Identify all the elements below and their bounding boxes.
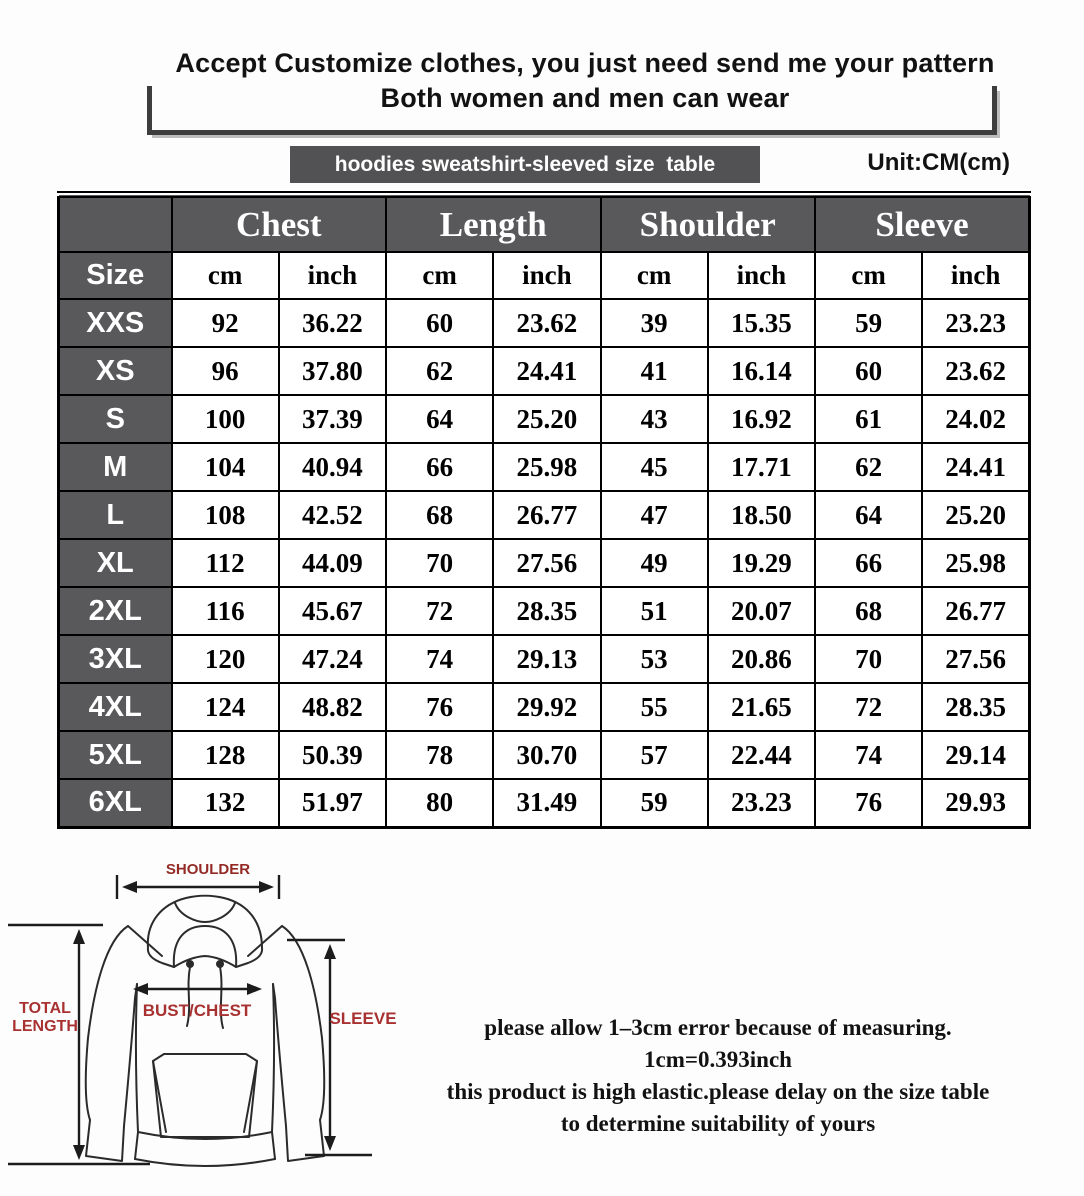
value-cell: 28.35	[493, 587, 600, 635]
unit-header-cell: cm	[172, 252, 279, 299]
unit-header-cell: cm	[815, 252, 922, 299]
table-row	[59, 587, 1030, 635]
value-cell: 40.94	[279, 443, 386, 491]
value-cell: 116	[172, 587, 279, 635]
value-cell: 29.93	[922, 779, 1029, 827]
value-cell: 20.07	[708, 587, 815, 635]
size-label: 5XL	[59, 731, 172, 779]
value-cell: 120	[172, 635, 279, 683]
value-cell: 16.14	[708, 347, 815, 395]
table-row	[59, 539, 1030, 587]
value-cell: 76	[386, 683, 493, 731]
table-row	[59, 491, 1030, 539]
size-label: XXS	[59, 299, 172, 347]
value-cell: 104	[172, 443, 279, 491]
group-header-row	[59, 195, 1030, 253]
banner-text	[85, 46, 1084, 116]
size-label: 3XL	[59, 635, 172, 683]
size-label: 6XL	[59, 779, 172, 827]
total-length-label: TOTAL LENGTH	[12, 1000, 78, 1035]
value-cell: 25.20	[493, 395, 600, 443]
value-cell: 25.98	[493, 443, 600, 491]
value-cell: 25.20	[922, 491, 1029, 539]
value-cell: 27.56	[493, 539, 600, 587]
group-header-shoulder: Shoulder	[601, 195, 816, 253]
value-cell: 51	[601, 587, 708, 635]
value-cell: 23.62	[493, 299, 600, 347]
value-cell: 74	[386, 635, 493, 683]
value-cell: 55	[601, 683, 708, 731]
value-cell: 24.41	[493, 347, 600, 395]
size-label: S	[59, 395, 172, 443]
value-cell: 29.14	[922, 731, 1029, 779]
value-cell: 76	[815, 779, 922, 827]
value-cell: 62	[386, 347, 493, 395]
value-cell: 59	[601, 779, 708, 827]
value-cell: 92	[172, 299, 279, 347]
unit-header-cell: cm	[601, 252, 708, 299]
size-label: 4XL	[59, 683, 172, 731]
value-cell: 37.80	[279, 347, 386, 395]
value-cell: 100	[172, 395, 279, 443]
value-cell: 28.35	[922, 683, 1029, 731]
value-cell: 45.67	[279, 587, 386, 635]
table-row	[59, 395, 1030, 443]
notes-block	[398, 1012, 1038, 1140]
value-cell: 74	[815, 731, 922, 779]
value-cell: 57	[601, 731, 708, 779]
value-cell: 30.70	[493, 731, 600, 779]
value-cell: 48.82	[279, 683, 386, 731]
value-cell: 80	[386, 779, 493, 827]
size-label: 2XL	[59, 587, 172, 635]
bust-chest-label: BUST/CHEST	[142, 1001, 252, 1020]
value-cell: 31.49	[493, 779, 600, 827]
value-cell: 108	[172, 491, 279, 539]
value-cell: 45	[601, 443, 708, 491]
unit-header-cell: cm	[386, 252, 493, 299]
value-cell: 49	[601, 539, 708, 587]
value-cell: 47	[601, 491, 708, 539]
total-length-arrow	[8, 925, 150, 1164]
value-cell: 64	[386, 395, 493, 443]
value-cell: 124	[172, 683, 279, 731]
value-cell: 20.86	[708, 635, 815, 683]
table-row	[59, 779, 1030, 827]
value-cell: 39	[601, 299, 708, 347]
unit-header-row	[59, 252, 1030, 299]
table-row	[59, 299, 1030, 347]
value-cell: 42.52	[279, 491, 386, 539]
value-cell: 37.39	[279, 395, 386, 443]
sleeve-label: SLEEVE	[329, 1009, 397, 1028]
value-cell: 43	[601, 395, 708, 443]
value-cell: 68	[386, 491, 493, 539]
value-cell: 70	[815, 635, 922, 683]
unit-header-cell: inch	[279, 252, 386, 299]
value-cell: 26.77	[922, 587, 1029, 635]
value-cell: 78	[386, 731, 493, 779]
sleeve-arrow	[287, 940, 372, 1155]
value-cell: 47.24	[279, 635, 386, 683]
table-title-bar: hoodies sweatshirt-sleeved size table	[290, 146, 760, 183]
table-row	[59, 683, 1030, 731]
value-cell: 70	[386, 539, 493, 587]
note-line2: 1cm=0.393inch	[644, 1047, 792, 1072]
table-row	[59, 731, 1030, 779]
value-cell: 68	[815, 587, 922, 635]
note-line1: please allow 1–3cm error because of measuring.	[484, 1015, 952, 1040]
value-cell: 36.22	[279, 299, 386, 347]
value-cell: 29.13	[493, 635, 600, 683]
value-cell: 18.50	[708, 491, 815, 539]
note-line3: this product is high elastic.please delay on the size table	[446, 1079, 990, 1104]
value-cell: 132	[172, 779, 279, 827]
value-cell: 16.92	[708, 395, 815, 443]
size-label: XS	[59, 347, 172, 395]
value-cell: 53	[601, 635, 708, 683]
banner-line1: Accept Customize clothes, you just need send me your pattern	[175, 48, 995, 78]
value-cell: 21.65	[708, 683, 815, 731]
value-cell: 26.77	[493, 491, 600, 539]
value-cell: 29.92	[493, 683, 600, 731]
corner-cell	[59, 195, 172, 253]
value-cell: 23.62	[922, 347, 1029, 395]
value-cell: 72	[815, 683, 922, 731]
value-cell: 51.97	[279, 779, 386, 827]
value-cell: 23.23	[708, 779, 815, 827]
value-cell: 22.44	[708, 731, 815, 779]
size-label: M	[59, 443, 172, 491]
value-cell: 17.71	[708, 443, 815, 491]
size-table-body	[59, 299, 1030, 827]
value-cell: 60	[386, 299, 493, 347]
value-cell: 27.56	[922, 635, 1029, 683]
unit-header-cell: inch	[493, 252, 600, 299]
bust-chest-arrow	[133, 983, 262, 995]
value-cell: 72	[386, 587, 493, 635]
value-cell: 15.35	[708, 299, 815, 347]
value-cell: 66	[815, 539, 922, 587]
unit-header-cell: inch	[708, 252, 815, 299]
note-line4: to determine suitability of yours	[560, 1111, 876, 1136]
value-cell: 96	[172, 347, 279, 395]
value-cell: 19.29	[708, 539, 815, 587]
size-label: L	[59, 491, 172, 539]
size-label: XL	[59, 539, 172, 587]
value-cell: 25.98	[922, 539, 1029, 587]
table-row	[59, 347, 1030, 395]
value-cell: 66	[386, 443, 493, 491]
group-header-chest: Chest	[172, 195, 387, 253]
hoodie-drawing	[86, 896, 324, 1166]
value-cell: 61	[815, 395, 922, 443]
value-cell: 24.41	[922, 443, 1029, 491]
value-cell: 41	[601, 347, 708, 395]
value-cell: 60	[815, 347, 922, 395]
size-table	[57, 191, 1031, 829]
value-cell: 64	[815, 491, 922, 539]
value-cell: 112	[172, 539, 279, 587]
size-header-cell: Size	[59, 252, 172, 299]
unit-label: Unit:CM(cm)	[867, 149, 1010, 176]
table-row	[59, 443, 1030, 491]
unit-header-cell: inch	[922, 252, 1029, 299]
value-cell: 50.39	[279, 731, 386, 779]
group-header-length: Length	[386, 195, 601, 253]
banner-line2: Both women and men can wear	[380, 83, 790, 113]
value-cell: 62	[815, 443, 922, 491]
value-cell: 24.02	[922, 395, 1029, 443]
shoulder-label: SHOULDER	[165, 861, 251, 878]
group-header-sleeve: Sleeve	[815, 195, 1030, 253]
table-row	[59, 635, 1030, 683]
value-cell: 128	[172, 731, 279, 779]
value-cell: 23.23	[922, 299, 1029, 347]
value-cell: 59	[815, 299, 922, 347]
value-cell: 44.09	[279, 539, 386, 587]
